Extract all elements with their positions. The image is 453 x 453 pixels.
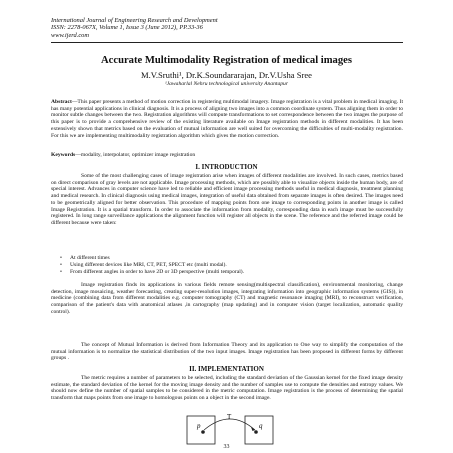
- section-heading-implementation: II. IMPLEMENTATION: [189, 365, 264, 373]
- issn-line: ISSN: 2278-067X, Volume 1, Issue 3 (June 2012), PP.33-36: [51, 24, 203, 32]
- intro-paragraph-3: The concept of Mutual Information is derived from Information Theory and its application to One way to simplify the computation of the mutual information is to normalize the statistical distribution of the two input images. Image registration has been proposed in different forms by different groups .: [51, 342, 403, 362]
- intro-paragraph-1: Some of the most challenging cases of image registration arise when images of different modalities are involved. In such cases, metrics based on direct comparison of gray levels are not applicable. Image processing methods, which are possibly able to visualize objects inside the human body, are of special interest. Advances in computer science have led to reliable and efficient image processing methods useful in medical diagnosis, treatment planning and medical research. In clinical diagnosis using medical images, integration of useful data obtained from separate images is often desired. The images need to be geometrically aligned for better observation. This procedure of mapping points from one image to corresponding points in another image is called Image Registration. It is a spatial transform. In order to associate the information from modality, corresponding data in each image must be successfully registered. In long range surveillance applications the alignment function will register all objects in the scene. The reference and the referred image could be different because were taken:: [51, 173, 403, 226]
- paper-title: Accurate Multimodality Registration of medical images: [101, 55, 352, 66]
- label-t: T: [227, 413, 232, 421]
- keywords-label: Keywords: [51, 152, 76, 158]
- abstract-label: Abstract: [51, 99, 72, 105]
- page-number: 33: [223, 444, 230, 450]
- journal-website[interactable]: www.ijerd.com: [51, 31, 89, 39]
- point-p: [201, 430, 205, 434]
- list-item: • From different angles in order to have 2D or 3D perspective (multi temporal).: [60, 269, 400, 276]
- list-item: • At different times: [60, 255, 400, 262]
- list-item: • Using different devices like MRI, CT, PET, SPECT etc (multi modal).: [60, 262, 400, 269]
- fixed-image-box: [187, 416, 215, 444]
- keywords: [51, 152, 403, 159]
- point-q: [254, 430, 258, 434]
- transform-figure: [185, 410, 275, 446]
- moving-image-box: [245, 416, 273, 444]
- implementation-paragraph-1: The metric requires a number of parameters to be selected, including the standard deviation of the Gaussian kernel for the fixed image density estimate, the standard deviation of the kernel for the moving image density and the number of samples use to compute the densities and entropy values. We should now define the number of spatial samples to be considered in the metric computation. Image registration is the process of determining the spatial transform that maps points from one image to homologous points on a object in the second image.: [51, 375, 403, 402]
- journal-name: International Journal of Engineering Research and Development: [51, 17, 218, 24]
- journal-header: [51, 17, 218, 39]
- intro-paragraph-2: Image registration finds its applications in various fields remote sensing(multispectral classification), environmental monitoring, change detection, image mosaicing, weather forecasting, creating super-resolution images, integrating information into geographic information systems (GIS)), in medicine (combining data from different modalities e.g. computer tomography (CT) and magnetic resonance imaging (MRI), to reconstruct verification, comparison of the patient's data with anatomical atlases ,in cartography (map updating) and in computer vision (target localization, automatic quality control).: [51, 282, 403, 315]
- section-heading-introduction: I. INTRODUCTION: [195, 163, 258, 171]
- intro-bullet-list: [60, 255, 400, 276]
- abstract-text: —This paper presents a method of motion correction in registering multimodal imagery. Image registration is a vital problem in medical imaging. It has many potential applications in clinical diagnosis. It is a process of aligning two images into a common coordinate system. Thus aligning them in order to monitor subtle changes between the two. Registration algorithms will compute transformations to set correspondence between the two images the purpose of this paper is to provide a comprehensive review of the existing literature available on Image registration methods in different modalities. It has been extensively shown that metrics based on the evaluation of mutual information are well suited for overcoming the difficulties of multi-modality registration. For this we are implementing multimodality registration algorithm which gives the motion correction.: [51, 99, 403, 139]
- abstract: [51, 99, 403, 139]
- label-q: q: [259, 422, 263, 430]
- paper-authors: M.V.Sruthi¹, Dr.K.Soundararajan, Dr.V.Usha Sree: [140, 70, 312, 80]
- header-rule: [51, 42, 403, 43]
- label-p: p: [197, 422, 201, 430]
- keywords-text: —modality, interpolator, optimizer image registration: [75, 152, 196, 158]
- author-affiliation: ¹Jawaharlal Nehru technological university Anantapur: [164, 81, 289, 87]
